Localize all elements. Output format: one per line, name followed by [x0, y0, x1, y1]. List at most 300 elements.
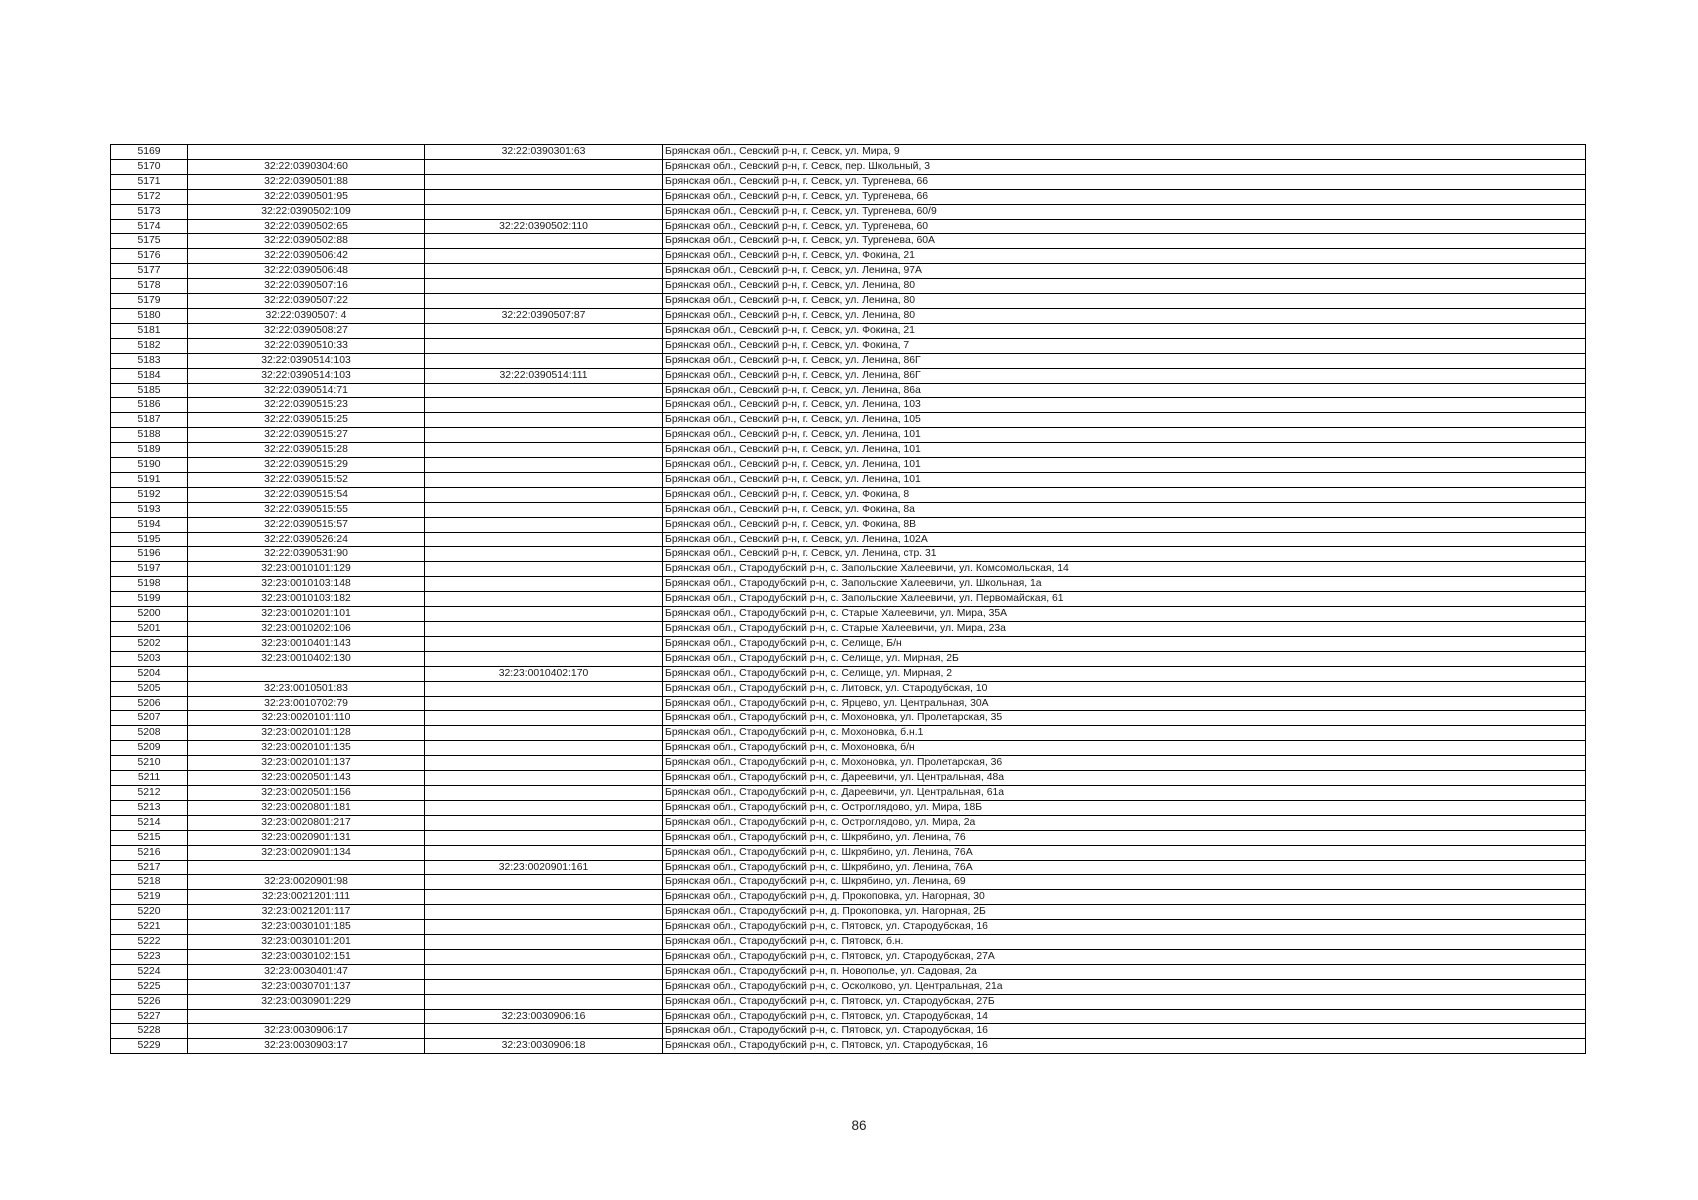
address-cell: Брянская обл., Стародубский р-н, с. Пятовск, ул. Стародубская, 16	[663, 1039, 1586, 1054]
cadastral-number-cell: 32:23:0020101:110	[188, 711, 425, 726]
row-number-cell: 5226	[111, 994, 188, 1009]
address-cell: Брянская обл., Севский р-н, г. Севск, ул. Фокина, 8а	[663, 502, 1586, 517]
address-cell: Брянская обл., Севский р-н, г. Севск, ул. Фокина, 7	[663, 338, 1586, 353]
cadastral-number-cell: 32:22:0390515:27	[188, 428, 425, 443]
new-cadastral-number-cell: 32:22:0390507:87	[425, 308, 663, 323]
new-cadastral-number-cell	[425, 711, 663, 726]
address-cell: Брянская обл., Севский р-н, г. Севск, ул. Ленина, 105	[663, 413, 1586, 428]
cadastral-number-cell: 32:22:0390501:88	[188, 174, 425, 189]
cadastral-number-cell: 32:23:0030102:151	[188, 949, 425, 964]
new-cadastral-number-cell	[425, 607, 663, 622]
cadastral-number-cell: 32:22:0390507: 4	[188, 308, 425, 323]
row-number-cell: 5202	[111, 636, 188, 651]
new-cadastral-number-cell	[425, 428, 663, 443]
table-row	[111, 1024, 1586, 1039]
table-row	[111, 651, 1586, 666]
table-row	[111, 771, 1586, 786]
table-row	[111, 577, 1586, 592]
address-cell: Брянская обл., Севский р-н, г. Севск, ул. Ленина, 97А	[663, 264, 1586, 279]
address-cell: Брянская обл., Стародубский р-н, с. Литовск, ул. Стародубская, 10	[663, 681, 1586, 696]
cadastral-number-cell: 32:22:0390515:54	[188, 487, 425, 502]
new-cadastral-number-cell: 32:22:0390514:111	[425, 368, 663, 383]
new-cadastral-number-cell	[425, 487, 663, 502]
cadastral-number-cell: 32:22:0390508:27	[188, 323, 425, 338]
new-cadastral-number-cell	[425, 279, 663, 294]
address-cell: Брянская обл., Севский р-н, г. Севск, ул. Фокина, 8В	[663, 517, 1586, 532]
row-number-cell: 5169	[111, 145, 188, 160]
address-cell: Брянская обл., Севский р-н, г. Севск, ул. Тургенева, 60/9	[663, 204, 1586, 219]
table-row	[111, 443, 1586, 458]
table-row	[111, 219, 1586, 234]
table-row	[111, 696, 1586, 711]
address-cell: Брянская обл., Стародубский р-н, с. Запольские Халеевичи, ул. Первомайская, 61	[663, 592, 1586, 607]
address-cell: Брянская обл., Севский р-н, г. Севск, ул. Ленина, 80	[663, 279, 1586, 294]
table-row	[111, 979, 1586, 994]
row-number-cell: 5182	[111, 338, 188, 353]
row-number-cell: 5200	[111, 607, 188, 622]
row-number-cell: 5222	[111, 935, 188, 950]
row-number-cell: 5215	[111, 830, 188, 845]
address-cell: Брянская обл., Стародубский р-н, с. Запольские Халеевичи, ул. Школьная, 1а	[663, 577, 1586, 592]
row-number-cell: 5227	[111, 1009, 188, 1024]
table-row	[111, 726, 1586, 741]
new-cadastral-number-cell	[425, 830, 663, 845]
address-cell: Брянская обл., Стародубский р-н, с. Пятовск, ул. Стародубская, 16	[663, 1024, 1586, 1039]
cadastral-number-cell: 32:23:0020501:143	[188, 771, 425, 786]
cadastral-number-cell: 32:23:0030101:185	[188, 920, 425, 935]
new-cadastral-number-cell	[425, 517, 663, 532]
new-cadastral-number-cell	[425, 398, 663, 413]
cadastral-number-cell: 32:23:0010201:101	[188, 607, 425, 622]
address-cell: Брянская обл., Стародубский р-н, с. Осколково, ул. Центральная, 21а	[663, 979, 1586, 994]
cadastral-number-cell: 32:22:0390515:25	[188, 413, 425, 428]
row-number-cell: 5183	[111, 353, 188, 368]
cadastral-number-cell: 32:22:0390515:23	[188, 398, 425, 413]
new-cadastral-number-cell	[425, 815, 663, 830]
cadastral-number-cell: 32:22:0390506:48	[188, 264, 425, 279]
new-cadastral-number-cell	[425, 935, 663, 950]
new-cadastral-number-cell	[425, 458, 663, 473]
row-number-cell: 5203	[111, 651, 188, 666]
new-cadastral-number-cell	[425, 875, 663, 890]
cadastral-number-cell: 32:22:0390531:90	[188, 547, 425, 562]
row-number-cell: 5191	[111, 472, 188, 487]
address-cell: Брянская обл., Севский р-н, г. Севск, ул. Фокина, 8	[663, 487, 1586, 502]
cadastral-number-cell: 32:22:0390514:71	[188, 383, 425, 398]
address-cell: Брянская обл., Стародубский р-н, с. Шкрябино, ул. Ленина, 69	[663, 875, 1586, 890]
cadastral-number-cell: 32:23:0020101:135	[188, 741, 425, 756]
new-cadastral-number-cell: 32:23:0010402:170	[425, 666, 663, 681]
address-cell: Брянская обл., Севский р-н, г. Севск, ул. Ленина, 80	[663, 308, 1586, 323]
table-row	[111, 428, 1586, 443]
row-number-cell: 5180	[111, 308, 188, 323]
cadastral-number-cell: 32:23:0020801:181	[188, 800, 425, 815]
row-number-cell: 5193	[111, 502, 188, 517]
cadastral-number-cell: 32:23:0010103:148	[188, 577, 425, 592]
address-cell: Брянская обл., Стародубский р-н, с. Дареевичи, ул. Центральная, 48а	[663, 771, 1586, 786]
address-cell: Брянская обл., Севский р-н, г. Севск, ул. Ленина, стр. 31	[663, 547, 1586, 562]
new-cadastral-number-cell	[425, 964, 663, 979]
address-cell: Брянская обл., Стародубский р-н, с. Пятовск, ул. Стародубская, 27Б	[663, 994, 1586, 1009]
row-number-cell: 5223	[111, 949, 188, 964]
table-row	[111, 935, 1586, 950]
new-cadastral-number-cell	[425, 905, 663, 920]
new-cadastral-number-cell	[425, 845, 663, 860]
new-cadastral-number-cell	[425, 353, 663, 368]
cadastral-number-cell: 32:22:0390515:57	[188, 517, 425, 532]
table-row	[111, 622, 1586, 637]
page-number: 86	[851, 1118, 867, 1133]
cadastral-number-cell	[188, 860, 425, 875]
table-row	[111, 383, 1586, 398]
new-cadastral-number-cell	[425, 890, 663, 905]
table-row	[111, 905, 1586, 920]
row-number-cell: 5179	[111, 294, 188, 309]
table-row	[111, 964, 1586, 979]
new-cadastral-number-cell	[425, 771, 663, 786]
new-cadastral-number-cell	[425, 323, 663, 338]
new-cadastral-number-cell	[425, 443, 663, 458]
cadastral-number-cell	[188, 666, 425, 681]
address-cell: Брянская обл., Севский р-н, г. Севск, ул. Ленина, 86а	[663, 383, 1586, 398]
cadastral-number-cell: 32:23:0020901:98	[188, 875, 425, 890]
new-cadastral-number-cell	[425, 547, 663, 562]
cadastral-number-cell: 32:23:0010202:106	[188, 622, 425, 637]
new-cadastral-number-cell	[425, 979, 663, 994]
new-cadastral-number-cell	[425, 636, 663, 651]
cadastral-number-cell: 32:22:0390510:33	[188, 338, 425, 353]
row-number-cell: 5178	[111, 279, 188, 294]
address-cell: Брянская обл., Севский р-н, г. Севск, ул. Фокина, 21	[663, 323, 1586, 338]
row-number-cell: 5185	[111, 383, 188, 398]
row-number-cell: 5228	[111, 1024, 188, 1039]
row-number-cell: 5177	[111, 264, 188, 279]
cadastral-number-cell: 32:22:0390501:95	[188, 189, 425, 204]
new-cadastral-number-cell	[425, 338, 663, 353]
table-row	[111, 815, 1586, 830]
table-row	[111, 860, 1586, 875]
address-cell: Брянская обл., Стародубский р-н, с. Мохоновка, б/н	[663, 741, 1586, 756]
new-cadastral-number-cell	[425, 562, 663, 577]
table-row	[111, 949, 1586, 964]
row-number-cell: 5208	[111, 726, 188, 741]
cadastral-number-cell: 32:22:0390502:65	[188, 219, 425, 234]
address-cell: Брянская обл., Севский р-н, г. Севск, ул. Тургенева, 66	[663, 174, 1586, 189]
new-cadastral-number-cell	[425, 726, 663, 741]
table-row	[111, 517, 1586, 532]
address-cell: Брянская обл., Севский р-н, г. Севск, ул. Ленина, 86Г	[663, 353, 1586, 368]
new-cadastral-number-cell	[425, 294, 663, 309]
row-number-cell: 5187	[111, 413, 188, 428]
cadastral-number-cell: 32:23:0010101:129	[188, 562, 425, 577]
row-number-cell: 5190	[111, 458, 188, 473]
table-row	[111, 875, 1586, 890]
address-cell: Брянская обл., Стародубский р-н, с. Шкрябино, ул. Ленина, 76А	[663, 860, 1586, 875]
address-cell: Брянская обл., Севский р-н, г. Севск, ул. Ленина, 101	[663, 428, 1586, 443]
new-cadastral-number-cell: 32:22:0390301:63	[425, 145, 663, 160]
row-number-cell: 5219	[111, 890, 188, 905]
new-cadastral-number-cell	[425, 472, 663, 487]
row-number-cell: 5229	[111, 1039, 188, 1054]
table-row	[111, 398, 1586, 413]
address-cell: Брянская обл., Севский р-н, г. Севск, ул. Ленина, 86Г	[663, 368, 1586, 383]
cadastral-number-cell: 32:22:0390507:16	[188, 279, 425, 294]
row-number-cell: 5194	[111, 517, 188, 532]
row-number-cell: 5188	[111, 428, 188, 443]
row-number-cell: 5171	[111, 174, 188, 189]
table-row	[111, 308, 1586, 323]
cadastral-number-cell: 32:22:0390514:103	[188, 353, 425, 368]
row-number-cell: 5220	[111, 905, 188, 920]
table-row	[111, 756, 1586, 771]
new-cadastral-number-cell	[425, 159, 663, 174]
new-cadastral-number-cell	[425, 994, 663, 1009]
cadastral-number-cell: 32:23:0030701:137	[188, 979, 425, 994]
address-cell: Брянская обл., Севский р-н, г. Севск, ул. Ленина, 101	[663, 443, 1586, 458]
address-cell: Брянская обл., Стародубский р-н, с. Старые Халеевичи, ул. Мира, 35А	[663, 607, 1586, 622]
cadastral-number-cell: 32:22:0390514:103	[188, 368, 425, 383]
row-number-cell: 5186	[111, 398, 188, 413]
table-row	[111, 711, 1586, 726]
address-cell: Брянская обл., Севский р-н, г. Севск, ул. Тургенева, 66	[663, 189, 1586, 204]
address-cell: Брянская обл., Стародубский р-н, с. Мохоновка, б.н.1	[663, 726, 1586, 741]
new-cadastral-number-cell	[425, 756, 663, 771]
new-cadastral-number-cell: 32:23:0020901:161	[425, 860, 663, 875]
cadastral-number-cell: 32:22:0390507:22	[188, 294, 425, 309]
table-row	[111, 353, 1586, 368]
table-row	[111, 174, 1586, 189]
cadastral-number-cell: 32:22:0390506:42	[188, 249, 425, 264]
table-row	[111, 547, 1586, 562]
registry-table	[110, 144, 1586, 1054]
table-row	[111, 681, 1586, 696]
new-cadastral-number-cell: 32:23:0030906:16	[425, 1009, 663, 1024]
address-cell: Брянская обл., Стародубский р-н, с. Остроглядово, ул. Мира, 2а	[663, 815, 1586, 830]
row-number-cell: 5173	[111, 204, 188, 219]
table-row	[111, 800, 1586, 815]
address-cell: Брянская обл., Стародубский р-н, с. Селище, ул. Мирная, 2Б	[663, 651, 1586, 666]
table-row	[111, 413, 1586, 428]
table-row	[111, 666, 1586, 681]
new-cadastral-number-cell	[425, 249, 663, 264]
address-cell: Брянская обл., Стародубский р-н, с. Шкрябино, ул. Ленина, 76	[663, 830, 1586, 845]
row-number-cell: 5196	[111, 547, 188, 562]
cadastral-number-cell	[188, 145, 425, 160]
table-row	[111, 636, 1586, 651]
address-cell: Брянская обл., Стародубский р-н, с. Дареевичи, ул. Центральная, 61а	[663, 785, 1586, 800]
row-number-cell: 5221	[111, 920, 188, 935]
table-row	[111, 472, 1586, 487]
new-cadastral-number-cell	[425, 204, 663, 219]
table-row	[111, 562, 1586, 577]
cadastral-number-cell: 32:23:0010501:83	[188, 681, 425, 696]
cadastral-number-cell: 32:23:0010702:79	[188, 696, 425, 711]
cadastral-number-cell: 32:23:0020101:137	[188, 756, 425, 771]
table-row	[111, 532, 1586, 547]
cadastral-number-cell: 32:22:0390515:28	[188, 443, 425, 458]
row-number-cell: 5175	[111, 234, 188, 249]
table-row	[111, 994, 1586, 1009]
table-row	[111, 592, 1586, 607]
row-number-cell: 5206	[111, 696, 188, 711]
row-number-cell: 5172	[111, 189, 188, 204]
table-row	[111, 502, 1586, 517]
row-number-cell: 5216	[111, 845, 188, 860]
table-row	[111, 145, 1586, 160]
cadastral-number-cell: 32:23:0020101:128	[188, 726, 425, 741]
address-cell: Брянская обл., Севский р-н, г. Севск, пер. Школьный, 3	[663, 159, 1586, 174]
address-cell: Брянская обл., Стародубский р-н, с. Старые Халеевичи, ул. Мира, 23а	[663, 622, 1586, 637]
address-cell: Брянская обл., Севский р-н, г. Севск, ул. Тургенева, 60А	[663, 234, 1586, 249]
cadastral-number-cell: 32:23:0010401:143	[188, 636, 425, 651]
address-cell: Брянская обл., Севский р-н, г. Севск, ул. Тургенева, 60	[663, 219, 1586, 234]
table-row	[111, 294, 1586, 309]
new-cadastral-number-cell: 32:22:0390502:110	[425, 219, 663, 234]
new-cadastral-number-cell	[425, 264, 663, 279]
row-number-cell: 5225	[111, 979, 188, 994]
cadastral-number-cell: 32:23:0021201:111	[188, 890, 425, 905]
address-cell: Брянская обл., Стародубский р-н, с. Пятовск, б.н.	[663, 935, 1586, 950]
cadastral-number-cell: 32:22:0390526:24	[188, 532, 425, 547]
table-row	[111, 607, 1586, 622]
new-cadastral-number-cell	[425, 174, 663, 189]
address-cell: Брянская обл., Севский р-н, г. Севск, ул. Фокина, 21	[663, 249, 1586, 264]
cadastral-number-cell	[188, 1009, 425, 1024]
cadastral-number-cell: 32:23:0010402:130	[188, 651, 425, 666]
cadastral-number-cell: 32:23:0030906:17	[188, 1024, 425, 1039]
address-cell: Брянская обл., Стародубский р-н, с. Пятовск, ул. Стародубская, 27А	[663, 949, 1586, 964]
table-row	[111, 830, 1586, 845]
table-row	[111, 458, 1586, 473]
new-cadastral-number-cell	[425, 1024, 663, 1039]
row-number-cell: 5199	[111, 592, 188, 607]
address-cell: Брянская обл., Стародубский р-н, д. Прокоповка, ул. Нагорная, 2Б	[663, 905, 1586, 920]
row-number-cell: 5207	[111, 711, 188, 726]
table-row	[111, 785, 1586, 800]
cadastral-number-cell: 32:23:0020501:156	[188, 785, 425, 800]
new-cadastral-number-cell	[425, 189, 663, 204]
cadastral-number-cell: 32:23:0010103:182	[188, 592, 425, 607]
row-number-cell: 5224	[111, 964, 188, 979]
cadastral-number-cell: 32:23:0030903:17	[188, 1039, 425, 1054]
row-number-cell: 5204	[111, 666, 188, 681]
registry-table-body	[111, 145, 1586, 1054]
row-number-cell: 5205	[111, 681, 188, 696]
address-cell: Брянская обл., Севский р-н, г. Севск, ул. Ленина, 101	[663, 458, 1586, 473]
address-cell: Брянская обл., Севский р-н, г. Севск, ул. Ленина, 80	[663, 294, 1586, 309]
row-number-cell: 5181	[111, 323, 188, 338]
cadastral-number-cell: 32:23:0030901:229	[188, 994, 425, 1009]
table-row	[111, 741, 1586, 756]
new-cadastral-number-cell	[425, 234, 663, 249]
table-row	[111, 487, 1586, 502]
new-cadastral-number-cell	[425, 949, 663, 964]
row-number-cell: 5212	[111, 785, 188, 800]
row-number-cell: 5213	[111, 800, 188, 815]
row-number-cell: 5192	[111, 487, 188, 502]
cadastral-number-cell: 32:23:0020901:131	[188, 830, 425, 845]
table-row	[111, 264, 1586, 279]
address-cell: Брянская обл., Стародубский р-н, с. Пятовск, ул. Стародубская, 16	[663, 920, 1586, 935]
cadastral-number-cell: 32:23:0021201:117	[188, 905, 425, 920]
row-number-cell: 5189	[111, 443, 188, 458]
address-cell: Брянская обл., Стародубский р-н, с. Шкрябино, ул. Ленина, 76А	[663, 845, 1586, 860]
table-row	[111, 368, 1586, 383]
cadastral-number-cell: 32:23:0030401:47	[188, 964, 425, 979]
new-cadastral-number-cell	[425, 785, 663, 800]
new-cadastral-number-cell	[425, 681, 663, 696]
new-cadastral-number-cell	[425, 696, 663, 711]
cadastral-number-cell: 32:22:0390515:55	[188, 502, 425, 517]
row-number-cell: 5195	[111, 532, 188, 547]
table-row	[111, 845, 1586, 860]
row-number-cell: 5201	[111, 622, 188, 637]
address-cell: Брянская обл., Стародубский р-н, с. Пятовск, ул. Стародубская, 14	[663, 1009, 1586, 1024]
address-cell: Брянская обл., Стародубский р-н, с. Мохоновка, ул. Пролетарская, 35	[663, 711, 1586, 726]
table-row	[111, 920, 1586, 935]
row-number-cell: 5214	[111, 815, 188, 830]
table-row	[111, 323, 1586, 338]
table-row	[111, 890, 1586, 905]
address-cell: Брянская обл., Стародубский р-н, с. Селище, Б/н	[663, 636, 1586, 651]
table-row	[111, 234, 1586, 249]
row-number-cell: 5210	[111, 756, 188, 771]
cadastral-number-cell: 32:22:0390502:109	[188, 204, 425, 219]
row-number-cell: 5218	[111, 875, 188, 890]
address-cell: Брянская обл., Стародубский р-н, с. Остроглядово, ул. Мира, 18Б	[663, 800, 1586, 815]
new-cadastral-number-cell	[425, 800, 663, 815]
row-number-cell: 5184	[111, 368, 188, 383]
new-cadastral-number-cell	[425, 532, 663, 547]
cadastral-number-cell: 32:22:0390515:52	[188, 472, 425, 487]
table-row	[111, 249, 1586, 264]
address-cell: Брянская обл., Стародубский р-н, п. Новополье, ул. Садовая, 2а	[663, 964, 1586, 979]
table-row	[111, 279, 1586, 294]
cadastral-number-cell: 32:23:0030101:201	[188, 935, 425, 950]
table-row	[111, 204, 1586, 219]
address-cell: Брянская обл., Стародубский р-н, д. Прокоповка, ул. Нагорная, 30	[663, 890, 1586, 905]
row-number-cell: 5176	[111, 249, 188, 264]
table-row	[111, 1009, 1586, 1024]
address-cell: Брянская обл., Стародубский р-н, с. Запольские Халеевичи, ул. Комсомольская, 14	[663, 562, 1586, 577]
table-row	[111, 1039, 1586, 1054]
new-cadastral-number-cell	[425, 622, 663, 637]
new-cadastral-number-cell	[425, 413, 663, 428]
new-cadastral-number-cell	[425, 577, 663, 592]
address-cell: Брянская обл., Севский р-н, г. Севск, ул. Мира, 9	[663, 145, 1586, 160]
address-cell: Брянская обл., Стародубский р-н, с. Селище, ул. Мирная, 2	[663, 666, 1586, 681]
table-row	[111, 338, 1586, 353]
row-number-cell: 5174	[111, 219, 188, 234]
new-cadastral-number-cell	[425, 920, 663, 935]
address-cell: Брянская обл., Стародубский р-н, с. Ярцево, ул. Центральная, 30А	[663, 696, 1586, 711]
cadastral-number-cell: 32:22:0390304:60	[188, 159, 425, 174]
address-cell: Брянская обл., Севский р-н, г. Севск, ул. Ленина, 102А	[663, 532, 1586, 547]
table-row	[111, 159, 1586, 174]
cadastral-number-cell: 32:22:0390515:29	[188, 458, 425, 473]
new-cadastral-number-cell	[425, 502, 663, 517]
new-cadastral-number-cell	[425, 651, 663, 666]
row-number-cell: 5197	[111, 562, 188, 577]
new-cadastral-number-cell	[425, 741, 663, 756]
address-cell: Брянская обл., Севский р-н, г. Севск, ул. Ленина, 101	[663, 472, 1586, 487]
new-cadastral-number-cell	[425, 592, 663, 607]
new-cadastral-number-cell: 32:23:0030906:18	[425, 1039, 663, 1054]
row-number-cell: 5209	[111, 741, 188, 756]
address-cell: Брянская обл., Стародубский р-н, с. Мохоновка, ул. Пролетарская, 36	[663, 756, 1586, 771]
row-number-cell: 5211	[111, 771, 188, 786]
cadastral-number-cell: 32:23:0020801:217	[188, 815, 425, 830]
